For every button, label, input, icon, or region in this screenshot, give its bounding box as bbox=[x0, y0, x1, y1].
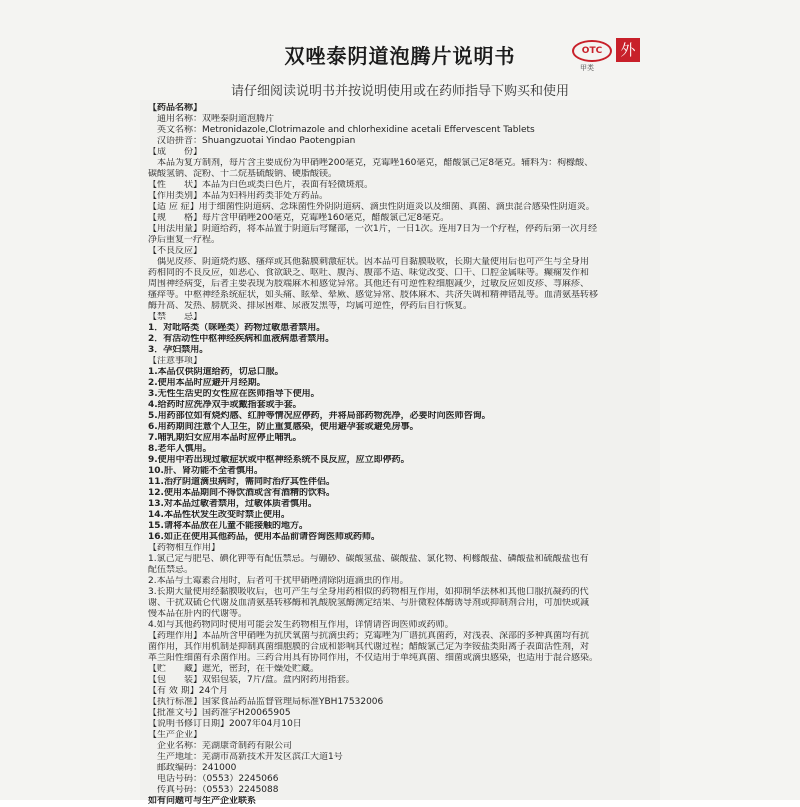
usage-notice: 请仔细阅读说明书并按说明使用或在药师指导下购买和使用 bbox=[230, 84, 569, 99]
insert-text-line: 本品为复方制剂，每片含主要成份为甲硝唑200毫克，克霉唑160毫克，醋酸氯己定8毫克。辅料为：枸橼酸、 bbox=[148, 158, 594, 168]
insert-text-line: 3.无性生活史的女性应在医师指导下使用。 bbox=[148, 389, 320, 399]
insert-text-line: 周围神经病变，后者主要表现为肢端麻木和感觉异常。其他还有可逆性粒细胞减少，过敏反应如皮疹、荨麻疹、 bbox=[148, 279, 590, 289]
insert-text-line: 【注意事项】 bbox=[148, 356, 203, 366]
insert-text-line: 4.给药时应洗净双手或戴指套或手套。 bbox=[148, 400, 302, 410]
insert-text-line: 菌作用，其作用机制是抑制真菌细胞膜的合成和影响其代谢过程；醋酸氯己定为季铵盐类阳离子表面活性剂，对 bbox=[148, 642, 590, 652]
insert-text-line: 【包 装】双铝包装，7片/盒。盒内附药用指套。 bbox=[148, 675, 355, 685]
insert-text-line: 酶升高、发热、膀胱炎、排尿困难、尿液发黑等，均属可逆性，停药后自行恢复。 bbox=[148, 301, 473, 311]
insert-text-line: 【执行标准】国家食品药品监督管理局标准YBH17532006 bbox=[148, 697, 384, 707]
insert-text-line: 12.使用本品期间不得饮酒或含有酒精的饮料。 bbox=[148, 488, 335, 498]
insert-text-line: 生产地址：芜湖市高新技术开发区滨江大道1号 bbox=[148, 752, 343, 762]
insert-text-line: 电话号码：（0553）2245066 bbox=[148, 774, 279, 784]
insert-text-line: 【成 份】 bbox=[148, 147, 203, 157]
insert-text-line: 6.用药期间注意个人卫生，防止重复感染，使用避孕套或避免房事。 bbox=[148, 422, 419, 432]
insert-text-line: 传真号码：（0553）2245088 bbox=[148, 785, 279, 795]
insert-text-line: 谢、干扰双硫仑代谢及血清氨基转移酶和乳酸脱氢酶测定结果、与肝微粒体酶诱导剂或抑制剂合用，可加快或减 bbox=[148, 598, 590, 608]
insert-text-line: 【药理作用】本品所含甲硝唑为抗厌氧菌与抗滴虫药；克霉唑为广谱抗真菌药，对浅表、深部的多种真菌均有抗 bbox=[148, 631, 590, 641]
insert-text-line: 2.本品与土霉素合用时，后者可干扰甲硝唑清除阴道滴虫的作用。 bbox=[148, 576, 409, 586]
otc-class-label: 甲类 bbox=[580, 64, 594, 72]
insert-text-line: 【贮 藏】遮光，密封，在干燥处贮藏。 bbox=[148, 664, 320, 674]
insert-text-line: 偶见皮疹、阴道烧灼感、瘙痒或其他黏膜刺激症状。因本品可自黏膜吸收，长期大量使用后也可产生与全身用 bbox=[148, 257, 590, 267]
insert-text-line: 1.氯己定与肥皂、碘化钾等有配伍禁忌。与硼砂、碳酸氢盐、碳酸盐、氯化物、枸橼酸盐、磷酸盐和硫酸盐也有 bbox=[148, 554, 589, 564]
insert-text-line: 碳酸氢钠、淀粉、十二烷基硫酸钠、硬脂酸镁。 bbox=[148, 169, 338, 179]
insert-text-line: 7.哺乳期妇女应用本品时应停止哺乳。 bbox=[148, 433, 302, 443]
insert-text-line: 药相同的不良反应，如恶心、食欲缺乏、呕吐、腹泻、腹部不适、味觉改变、口干、口腔金属味等。癫痫发作和 bbox=[148, 268, 590, 278]
insert-text-line: 企业名称：芜湖康奇制药有限公司 bbox=[148, 741, 293, 751]
insert-text-line: 【说明书修订日期】2007年04月10日 bbox=[148, 719, 302, 729]
insert-text-line: 【药物相互作用】 bbox=[148, 543, 221, 553]
insert-text-line: 11.治疗阴道滴虫病时，需同时治疗其性伴侣。 bbox=[148, 477, 335, 487]
insert-text-line: 3．孕妇禁用。 bbox=[148, 345, 209, 355]
insert-text-line: 【不良反应】 bbox=[148, 246, 203, 256]
insert-text-line: 【药品名称】 bbox=[148, 103, 203, 113]
insert-text-line: 3.长期大量使用经黏膜吸收后，也可产生与全身用药相似的药物相互作用，如抑制华法林和其他口服抗凝药的代 bbox=[148, 587, 589, 597]
otc-badge: OTC bbox=[572, 40, 612, 62]
insert-text-line: 1．对吡咯类（咪唑类）药物过敏患者禁用。 bbox=[148, 323, 326, 333]
insert-text-line: 5.用药部位如有烧灼感、红肿等情况应停药，并将局部药物洗净，必要时向医师咨询。 bbox=[148, 411, 491, 421]
insert-text-line: 16.如正在使用其他药品，使用本品前请咨询医师或药师。 bbox=[148, 532, 380, 542]
insert-text-line: 瘙痒等。中枢神经系统症状，如头痛、眩晕、晕厥、感觉异常、肢体麻木、共济失调和精神错乱等。血清氨基转移 bbox=[148, 290, 599, 300]
insert-text-line: 14.本品性状发生改变时禁止使用。 bbox=[148, 510, 290, 520]
insert-text-line: 慢本品在肝内的代谢等。 bbox=[148, 609, 248, 619]
insert-text-line: 【性 状】本品为白色或类白色片，表面有轻微斑痕。 bbox=[148, 180, 374, 190]
insert-text-line: 2.使用本品时应避开月经期。 bbox=[148, 378, 266, 388]
insert-text-line: 【作用类别】本品为妇科用药类非处方药品。 bbox=[148, 191, 329, 201]
badge-group bbox=[568, 38, 668, 74]
insert-text-line: 4.如与其他药物同时使用可能会发生药物相互作用，详情请咨询医师或药师。 bbox=[148, 620, 454, 630]
insert-text-line: 通用名称：双唑泰阴道泡腾片 bbox=[148, 114, 275, 124]
insert-text-line: 15.请将本品放在儿童不能接触的地方。 bbox=[148, 521, 308, 531]
insert-text-line: 2．有活动性中枢神经疾病和血液病患者禁用。 bbox=[148, 334, 335, 344]
insert-text-line: 【有 效 期】24个月 bbox=[148, 686, 229, 696]
insert-text-line: 【适 应 症】用于细菌性阴道病、念珠菌性外阴阴道病、滴虫性阴道炎以及细菌、真菌、滴虫混合感染性阴道炎。 bbox=[148, 202, 595, 212]
document-title: 双唑泰阴道泡腾片说明书 bbox=[284, 44, 516, 68]
insert-text-line: 13.对本品过敏者禁用，过敏体质者慎用。 bbox=[148, 499, 317, 509]
insert-text-line: 邮政编码：241000 bbox=[148, 763, 237, 773]
insert-text-line: 革兰阳性细菌有杀菌作用。三药合用具有协同作用，不仅适用于单纯真菌、细菌或滴虫感染，也适用于混合感染。 bbox=[148, 653, 599, 663]
insert-text-line: 9.使用中若出现过敏症状或中枢神经系统不良反应，应立即停药。 bbox=[148, 455, 410, 465]
insert-text-line: 8.老年人慎用。 bbox=[148, 444, 212, 454]
insert-text-line: 【生产企业】 bbox=[148, 730, 203, 740]
insert-text-line: 【批准文号】国药准字H20065905 bbox=[148, 708, 291, 718]
insert-text-line: 10.肝、肾功能不全者慎用。 bbox=[148, 466, 263, 476]
insert-text-line: 1.本品仅供阴道给药，切忌口服。 bbox=[148, 367, 284, 377]
insert-text-line: 净后重复一疗程。 bbox=[148, 235, 221, 245]
insert-text-line: 汉语拼音：Shuangzuotai Yindao Paotengpian bbox=[148, 136, 356, 146]
insert-text-line: 如有问题可与生产企业联系 bbox=[148, 796, 257, 806]
insert-text-line: 英文名称：Metronidazole,Clotrimazole and chlorhexidine acetali Effervescent Tablets bbox=[148, 125, 535, 135]
insert-text-line: 【规 格】每片含甲硝唑200毫克，克霉唑160毫克，醋酸氯己定8毫克。 bbox=[148, 213, 450, 223]
external-use-badge: 外 bbox=[616, 38, 640, 62]
insert-text-line: 【禁 忌】 bbox=[148, 312, 203, 322]
insert-text-line: 配伍禁忌。 bbox=[148, 565, 194, 575]
insert-text-line: 【用法用量】阴道给药，将本品置于阴道后穹窿部，一次1片，一日1次。连用7日为一个疗程，停药后第一次月经 bbox=[148, 224, 598, 234]
